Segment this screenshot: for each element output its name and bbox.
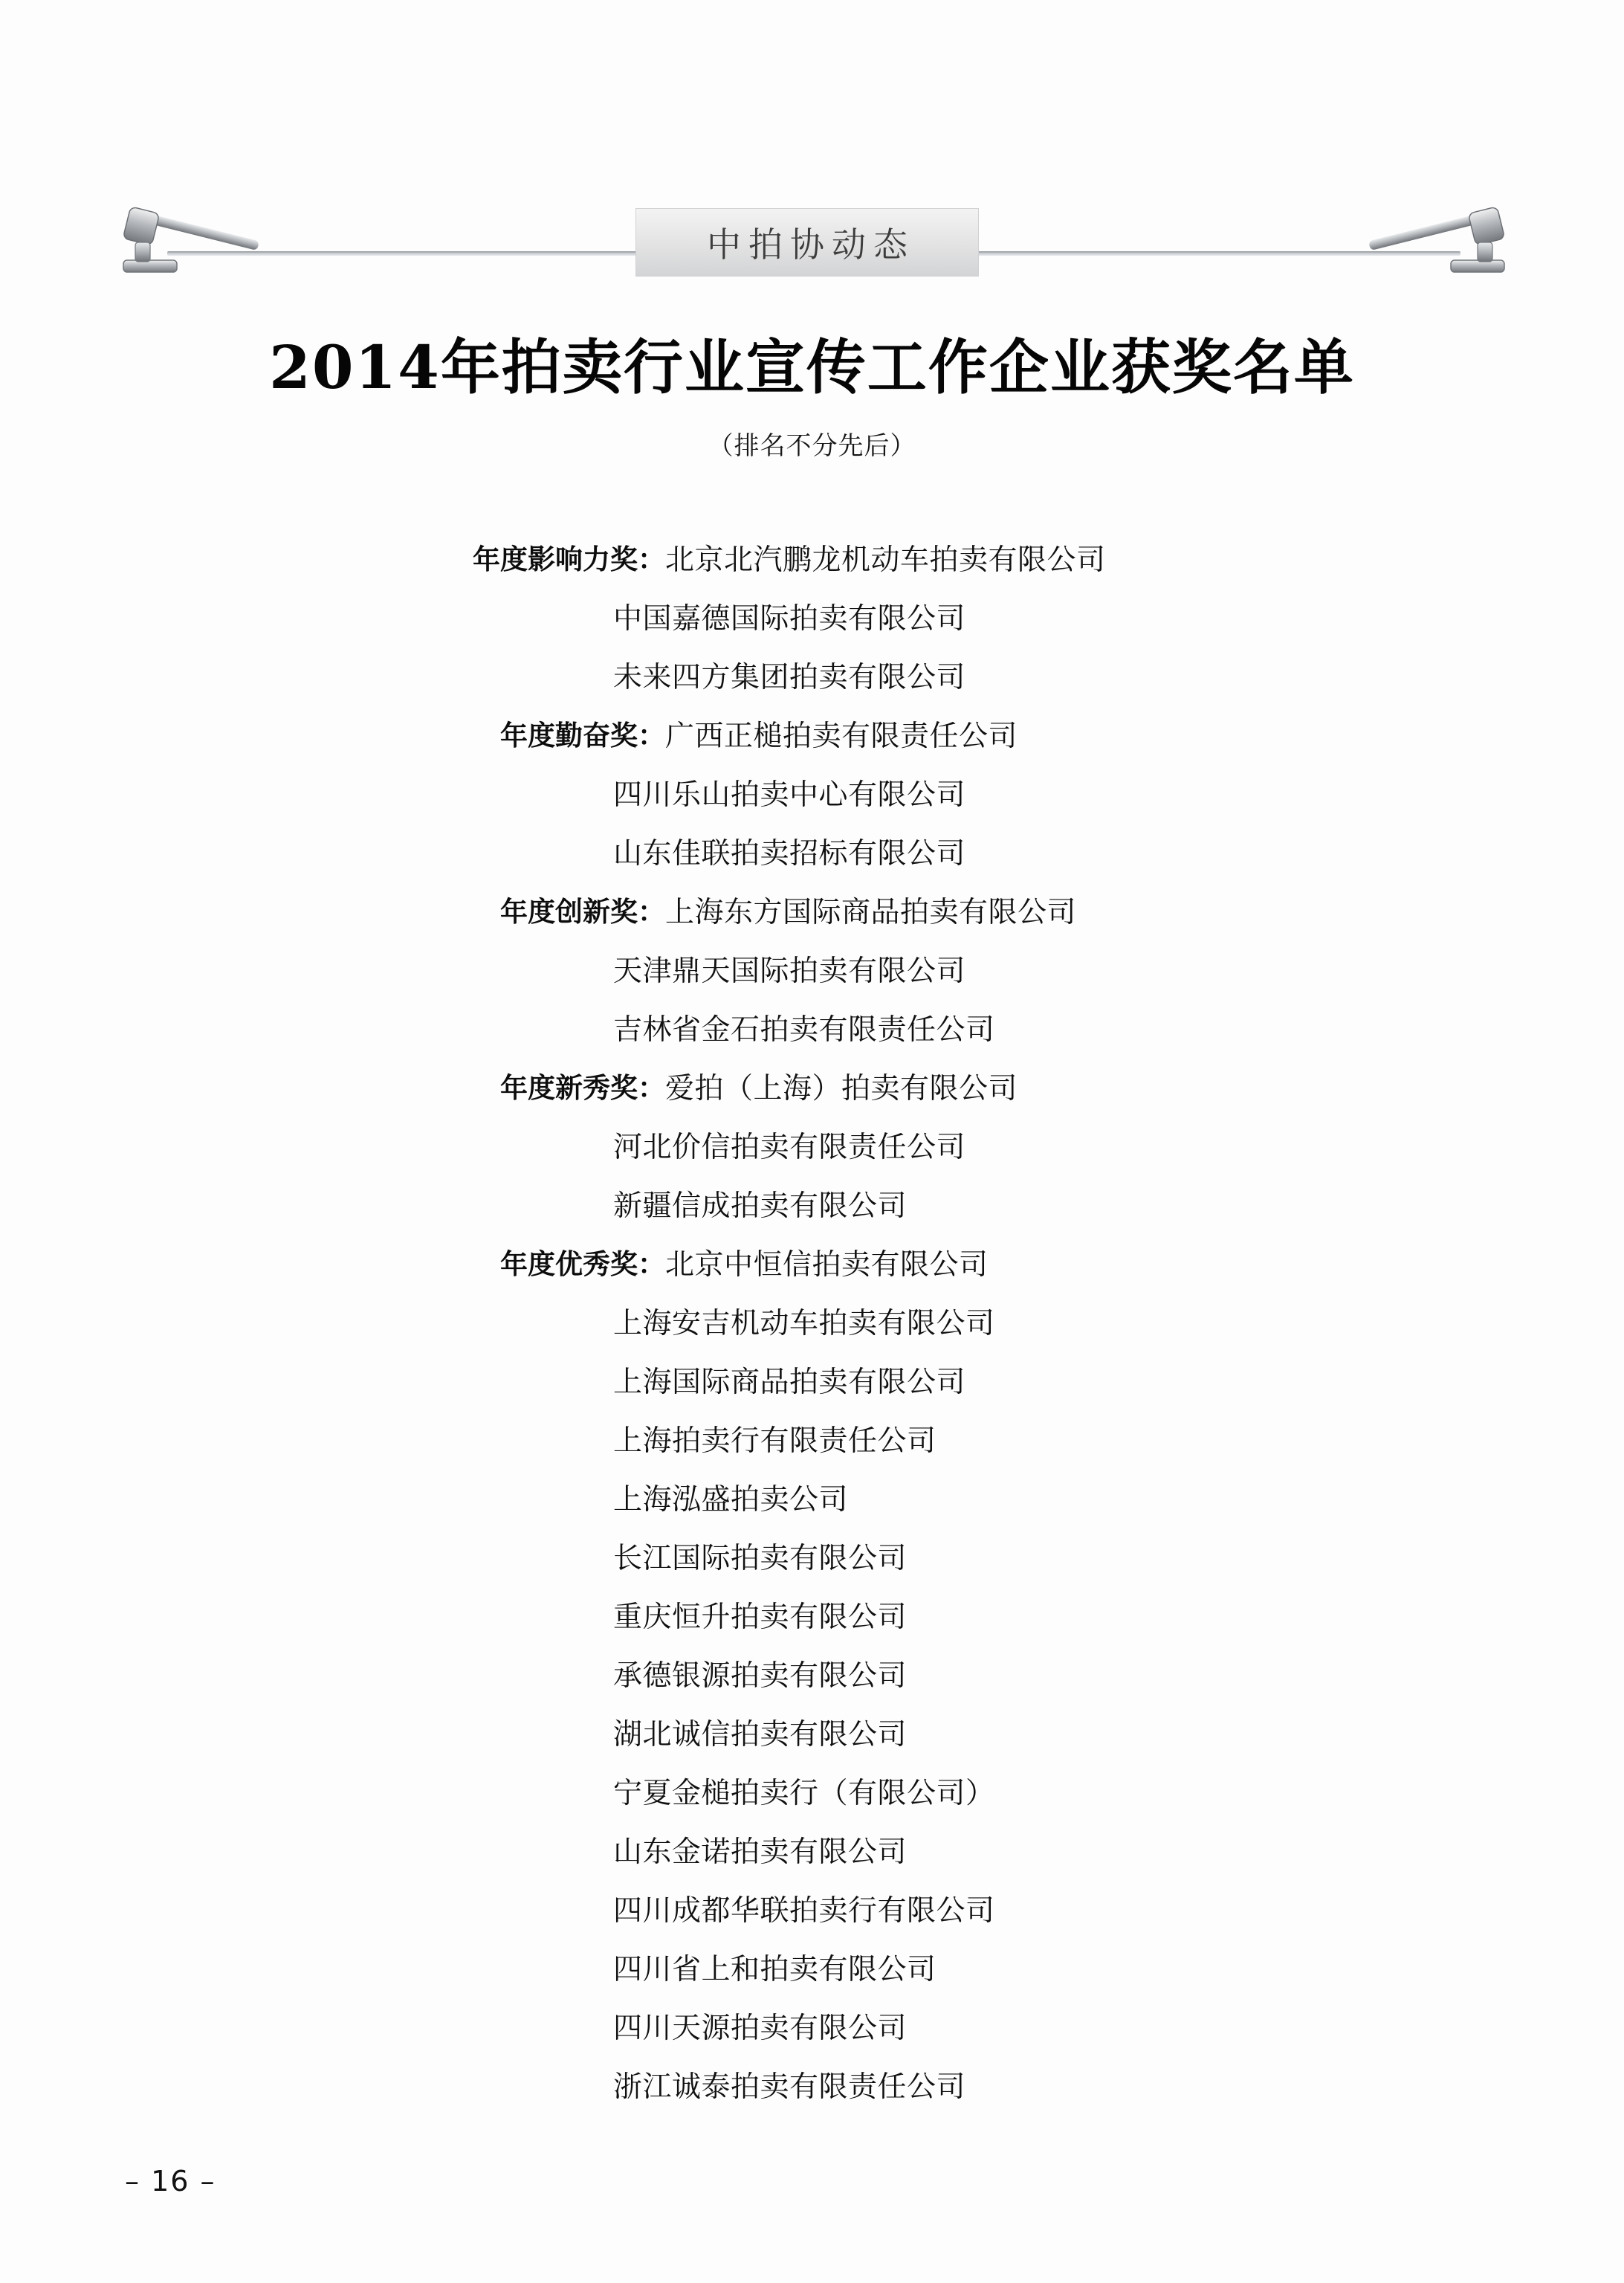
award-category-label: 年度勤奋奖： [500,720,665,752]
award-row [0,1418,1624,1476]
award-company-name: 北京中恒信拍卖有限公司 [665,1248,989,1282]
award-company-name: 浙江诚泰拍卖有限责任公司 [613,2070,966,2104]
page-number: – 16 – [125,2165,216,2198]
gavel-icon [119,199,290,292]
award-company-name: 上海东方国际商品拍卖有限公司 [665,896,1077,929]
award-row [0,1476,1624,1535]
gavel-icon [1338,199,1509,292]
award-row [0,830,1624,889]
award-row [0,948,1624,1007]
award-row [0,1653,1624,1711]
award-row [0,1241,1624,1300]
award-company-name: 未来四方集团拍卖有限公司 [613,661,966,694]
page-subtitle: （排名不分先后） [708,431,916,461]
award-row [0,1711,1624,1770]
header-banner-label: 中拍协动态 [707,225,915,265]
award-row [0,2005,1624,2064]
award-category-label: 年度优秀奖： [500,1248,665,1280]
award-company-name: 吉林省金石拍卖有限责任公司 [613,1013,995,1047]
page-title: 2014年拍卖行业宣传工作企业获奖名单 [269,332,1355,402]
award-category-label: 年度创新奖： [500,896,665,928]
award-company-name: 北京北汽鹏龙机动车拍卖有限公司 [665,543,1106,577]
award-row [0,2064,1624,2122]
award-company-name: 上海泓盛拍卖公司 [613,1483,849,1517]
award-company-name: 承德银源拍卖有限公司 [613,1659,908,1693]
award-company-name: 爱拍（上海）拍卖有限公司 [665,1072,1018,1105]
award-company-name: 上海拍卖行有限责任公司 [613,1424,936,1458]
award-row [0,1007,1624,1065]
award-company-name: 新疆信成拍卖有限公司 [613,1189,908,1223]
award-list [0,537,1624,2122]
award-company-name: 中国嘉德国际拍卖有限公司 [613,602,966,636]
award-company-name: 上海国际商品拍卖有限公司 [613,1366,966,1399]
award-row [0,595,1624,654]
page-header [0,97,1624,265]
award-company-name: 上海安吉机动车拍卖有限公司 [613,1307,995,1340]
award-row [0,1300,1624,1359]
award-company-name: 河北价信拍卖有限责任公司 [613,1131,966,1164]
award-row [0,1888,1624,1946]
award-row [0,1535,1624,1594]
award-company-name: 广西正槌拍卖有限责任公司 [665,720,1018,753]
award-row [0,654,1624,713]
header-banner [635,208,979,277]
award-row [0,713,1624,772]
award-row [0,1594,1624,1653]
award-company-name: 湖北诚信拍卖有限公司 [613,1718,908,1751]
award-company-name: 天津鼎天国际拍卖有限公司 [613,955,966,988]
award-company-name: 四川省上和拍卖有限公司 [613,1953,936,1986]
award-row [0,772,1624,830]
award-row [0,1124,1624,1183]
award-company-name: 山东佳联拍卖招标有限公司 [613,837,966,871]
award-row [0,1770,1624,1829]
award-row [0,1829,1624,1888]
award-company-name: 四川天源拍卖有限公司 [613,2012,908,2045]
award-company-name: 长江国际拍卖有限公司 [613,1542,908,1575]
award-row [0,1065,1624,1124]
award-company-name: 山东金诺拍卖有限公司 [613,1835,908,1869]
award-row [0,1359,1624,1418]
award-row [0,889,1624,948]
award-category-label: 年度影响力奖： [473,543,665,575]
award-row [0,537,1624,595]
award-row [0,1183,1624,1241]
award-category-label: 年度新秀奖： [500,1072,665,1104]
award-company-name: 四川成都华联拍卖行有限公司 [613,1894,995,1928]
award-row [0,1946,1624,2005]
award-company-name: 宁夏金槌拍卖行（有限公司） [613,1777,995,1810]
award-company-name: 四川乐山拍卖中心有限公司 [613,778,966,812]
award-company-name: 重庆恒升拍卖有限公司 [613,1601,908,1634]
